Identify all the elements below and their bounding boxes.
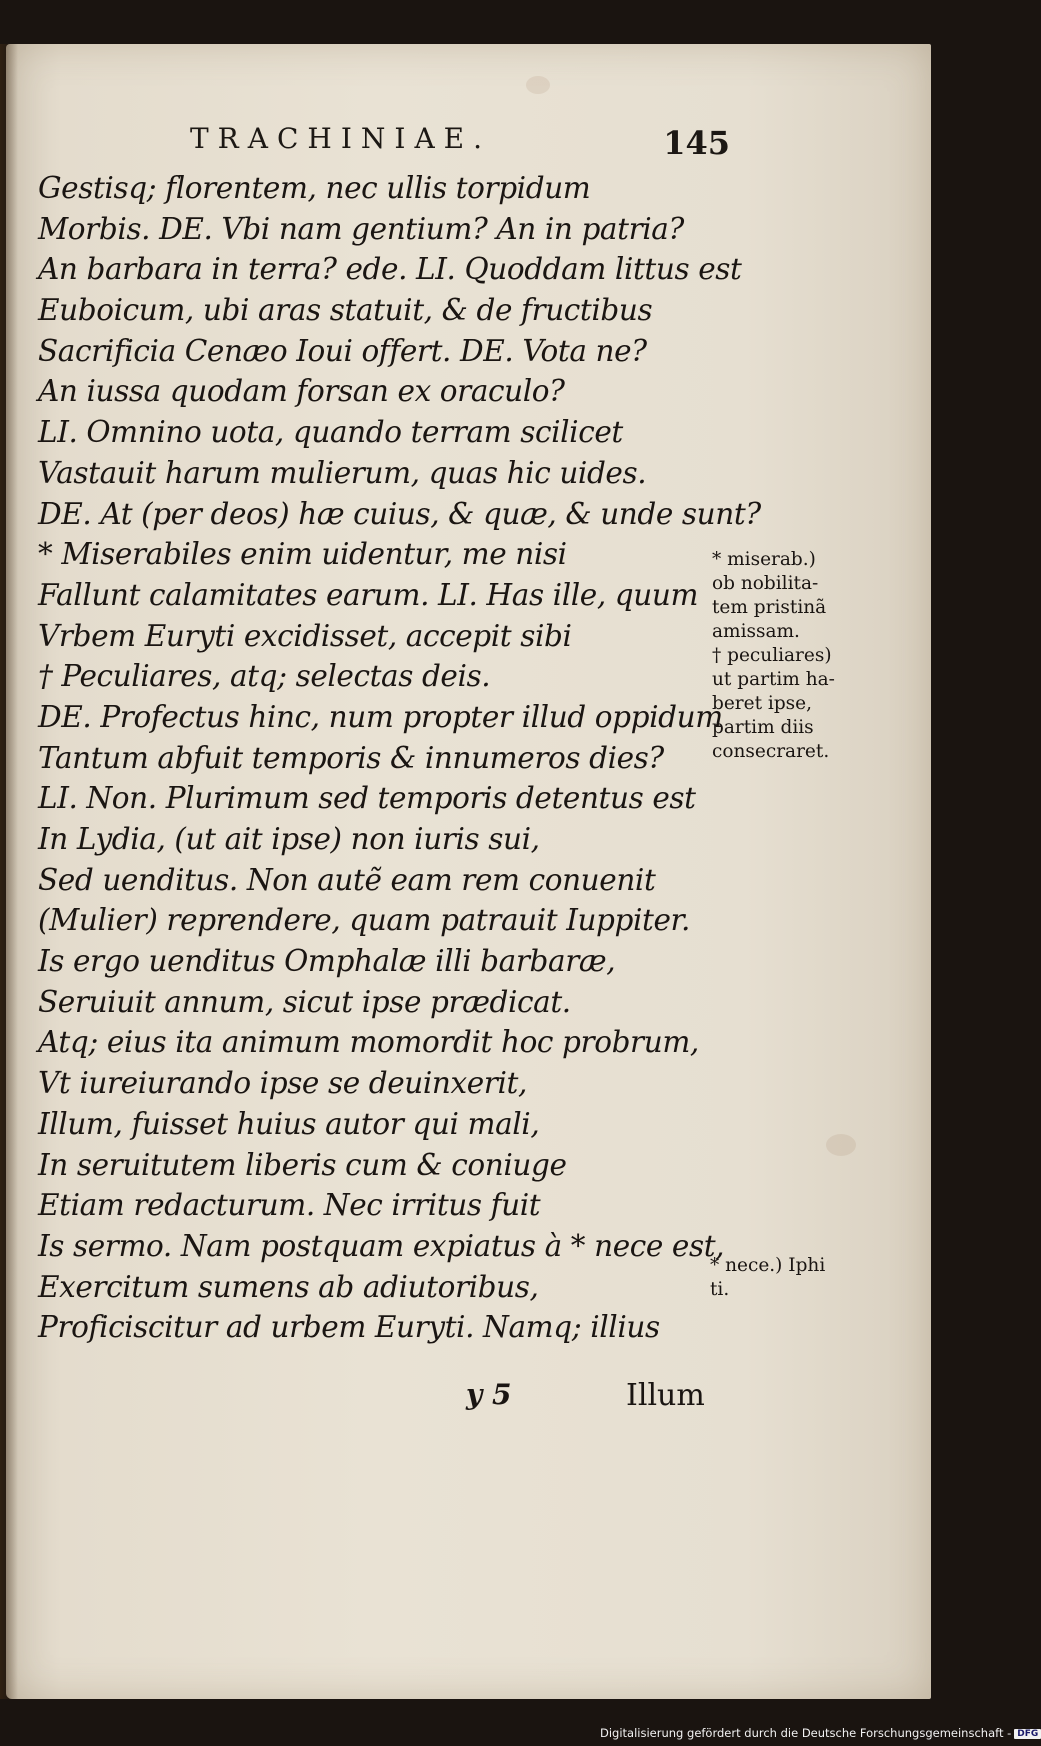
verse-line: DE. Profectus hinc, num propter illud oppidum xyxy=(38,699,723,734)
margin-note-line: amissam. xyxy=(712,621,800,642)
verse-line: LI. Omnino uota, quando terram scilicet xyxy=(38,415,623,450)
paper-stain xyxy=(826,1134,856,1156)
verse-line: Illum, fuisset huius autor qui mali, xyxy=(38,1106,540,1141)
verse-line: * Miserabiles enim uidentur, me nisi xyxy=(38,537,567,572)
verse-line: Sed uenditus. Non autẽ eam rem conuenit xyxy=(38,862,656,897)
verse-line: Vt iureiurando ipse se deuinxerit, xyxy=(38,1066,527,1101)
verse-line: Exercitum sumens ab adiutoribus, xyxy=(38,1269,539,1304)
verse-line: Atq; eius ita animum momordit hoc probrum, xyxy=(38,1025,699,1060)
verse-line: Seruiuit annum, sicut ipse prædicat. xyxy=(38,984,571,1019)
verse-line: In seruitutem liberis cum & coniuge xyxy=(38,1147,567,1182)
verse-line: Vastauit harum mulierum, quas hic uides. xyxy=(38,455,647,490)
verse-line: † Peculiares, atq; selectas deis. xyxy=(38,659,491,694)
margin-note-line: * miserab.) xyxy=(712,549,816,570)
verse-line: Vrbem Euryti excidisset, accepit sibi xyxy=(38,618,572,653)
digitization-credit: Digitalisierung gefördert durch die Deutsche Forschungsgemeinschaft - xyxy=(600,1726,1012,1740)
verse-line: Gestisq; florentem, nec ullis torpidum xyxy=(38,171,591,205)
margin-note-line: ut partim ha- xyxy=(712,669,835,690)
margin-note-line: beret ipse, xyxy=(712,693,812,714)
paper-stain xyxy=(526,76,550,94)
page-gutter-shadow xyxy=(0,44,18,1699)
margin-note-line: * nece.) Iphi xyxy=(710,1255,826,1276)
verse-line: Is ergo uenditus Omphalæ illi barbaræ, xyxy=(38,944,616,979)
margin-notes xyxy=(712,548,882,764)
running-title: TRACHINIAE. xyxy=(190,122,492,155)
verse-line: An barbara in terra? ede. LI. Quoddam littus est xyxy=(38,252,742,287)
margin-note-line: † peculiares) xyxy=(712,645,832,666)
signature-mark: y 5 xyxy=(466,1378,512,1411)
dfg-logo: DFG xyxy=(1014,1729,1041,1739)
verse-line: Tantum abfuit temporis & innumeros dies? xyxy=(38,740,664,775)
verse-line: Euboicum, ubi aras statuit, & de fructibus xyxy=(38,293,653,328)
verse-line: An iussa quodam forsan ex oraculo? xyxy=(38,374,565,409)
margin-note-line: ti. xyxy=(710,1279,730,1300)
verse-line: (Mulier) reprendere, quam patrauit Iuppiter. xyxy=(38,903,690,938)
verse-line: In Lydia, (ut ait ipse) non iuris sui, xyxy=(38,822,540,856)
verse-line: DE. At (per deos) hæ cuius, & quæ, & unde sunt? xyxy=(38,496,761,531)
verse-line: Proficiscitur ad urbem Euryti. Namq; illius xyxy=(38,1310,660,1345)
digitization-credit-bar xyxy=(600,1726,1039,1744)
page-header xyxy=(190,122,730,162)
margin-note-line: consecraret. xyxy=(712,741,830,762)
page-footer xyxy=(466,1378,706,1418)
margin-note-line: tem pristinã xyxy=(712,597,827,618)
verse-line: Morbis. DE. Vbi nam gentium? An in patria? xyxy=(38,211,684,246)
page-number: 145 xyxy=(663,124,730,162)
verse-line: Etiam redacturum. Nec irritus fuit xyxy=(38,1188,541,1223)
catchword: Illum xyxy=(626,1378,705,1413)
verse-line: Is sermo. Nam postquam expiatus à * nece est, xyxy=(38,1228,725,1263)
verse-line: Sacrificia Cenæo Ioui offert. DE. Vota ne? xyxy=(38,333,647,368)
margin-note-line: ob nobilita- xyxy=(712,573,819,594)
verse-line: Fallunt calamitates earum. LI. Has ille, quum xyxy=(38,577,699,612)
margin-note-line: partim diis xyxy=(712,717,814,738)
margin-note-nece xyxy=(710,1254,880,1302)
verse-line: LI. Non. Plurimum sed temporis detentus est xyxy=(38,781,696,816)
